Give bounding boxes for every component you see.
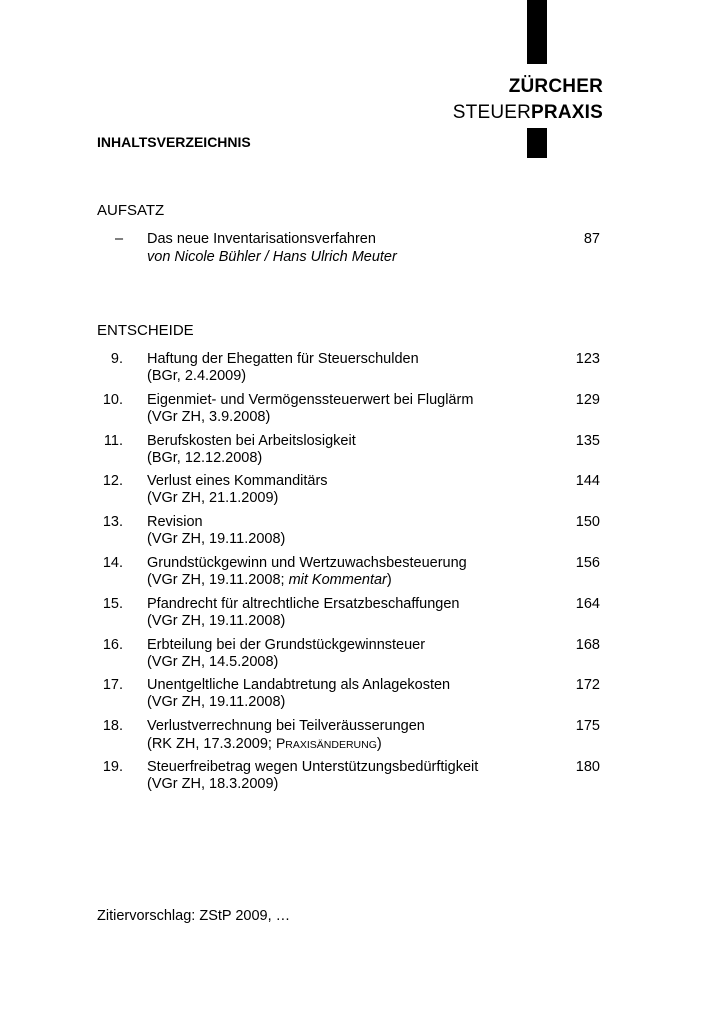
entry-page: 135 (575, 433, 600, 449)
section-heading-aufsatz: AUFSATZ (97, 202, 165, 219)
entry-source: (BGr, 2.4.2009) (147, 368, 247, 384)
brand-line-2-bold: PRAXIS (531, 102, 603, 123)
entry-page: 175 (575, 718, 600, 734)
entry-authors: von Nicole Bühler / Hans Ulrich Meuter (147, 249, 397, 265)
entry-page: 164 (575, 596, 600, 612)
entry-number: 9. (110, 351, 123, 367)
entry-page: 180 (575, 759, 600, 775)
entry-source-smallcaps-initial: P (275, 735, 286, 751)
entry-number: 11. (103, 433, 123, 449)
entry-title: Verlustverrechnung bei Teilveräusserungen (147, 718, 425, 734)
entry-number: 13. (102, 514, 123, 530)
entry-title: Unentgeltliche Landabtretung als Anlagekosten (147, 677, 451, 693)
entry-title: Pfandrecht für altrechtliche Ersatzbeschaffungen (147, 596, 460, 612)
brand-bar-top (527, 0, 547, 64)
entry-title: Eigenmiet- und Vermögenssteuerwert bei Fluglärm (147, 392, 474, 408)
entry-page: 129 (575, 392, 600, 408)
entry-page: 123 (575, 351, 600, 367)
brand-line-2 (453, 102, 603, 124)
entry-source: (VGr ZH, 21.1.2009) (147, 490, 279, 506)
brand-line-2-regular: STEUER (452, 102, 532, 123)
entry-number: 17. (102, 677, 123, 693)
entry-source-suffix: ) (386, 572, 392, 588)
entry-title: Grundstückgewinn und Wertzuwachsbesteuerung (147, 555, 467, 571)
entry-page: 172 (575, 677, 600, 693)
entry-number: 14. (102, 555, 123, 571)
entry-number: 19. (102, 759, 123, 775)
entry-source: (VGr ZH, 14.5.2008) (147, 654, 279, 670)
brand-line-1: ZÜRCHER (508, 76, 603, 97)
section-heading-entscheide: ENTSCHEIDE (97, 322, 194, 339)
entry-source-suffix: ) (376, 736, 382, 752)
entry-number: 16. (102, 637, 123, 653)
entry-title: Steuerfreibetrag wegen Unterstützungsbedürftigkeit (147, 759, 479, 775)
entry-title: Das neue Inventarisationsverfahren (147, 231, 376, 247)
entry-number: 12. (102, 473, 123, 489)
entry-number: 18. (102, 718, 123, 734)
entry-number: 15. (102, 596, 123, 612)
entry-page: 144 (575, 473, 600, 489)
entry-source-prefix: (RK ZH, 17.3.2009; (147, 736, 276, 752)
entry-source-prefix: (VGr ZH, 19.11.2008; (147, 572, 289, 588)
entry-dash: – (115, 231, 124, 247)
entry-source: (BGr, 12.12.2008) (147, 450, 263, 466)
entry-source: (VGr ZH, 18.3.2009) (147, 776, 279, 792)
brand-bar-bottom (527, 128, 547, 158)
entry-source (147, 572, 392, 589)
entry-source: (VGr ZH, 19.11.2008) (147, 694, 286, 710)
entry-source (147, 735, 382, 754)
entry-source-italic: mit Kommentar (288, 572, 387, 588)
document-title: INHALTSVERZEICHNIS (97, 134, 251, 150)
entry-title: Revision (147, 514, 203, 530)
entry-source: (VGr ZH, 19.11.2008) (147, 531, 286, 547)
entry-title: Verlust eines Kommanditärs (147, 473, 328, 489)
entry-source: (VGr ZH, 3.9.2008) (147, 409, 271, 425)
entry-title: Berufskosten bei Arbeitslosigkeit (147, 433, 356, 449)
entry-page: 150 (575, 514, 600, 530)
entry-number: 10. (102, 392, 123, 408)
entry-source-smallcaps-rest: RAXISÄNDERUNG (285, 739, 377, 751)
entry-page: 156 (575, 555, 600, 571)
entry-title: Erbteilung bei der Grundstückgewinnsteuer (147, 637, 426, 653)
entry-page: 168 (575, 637, 600, 653)
entry-source: (VGr ZH, 19.11.2008) (147, 613, 286, 629)
citation-suggestion: Zitiervorschlag: ZStP 2009, … (97, 908, 291, 924)
entry-title: Haftung der Ehegatten für Steuerschulden (147, 351, 419, 367)
entry-page: 87 (583, 231, 600, 247)
